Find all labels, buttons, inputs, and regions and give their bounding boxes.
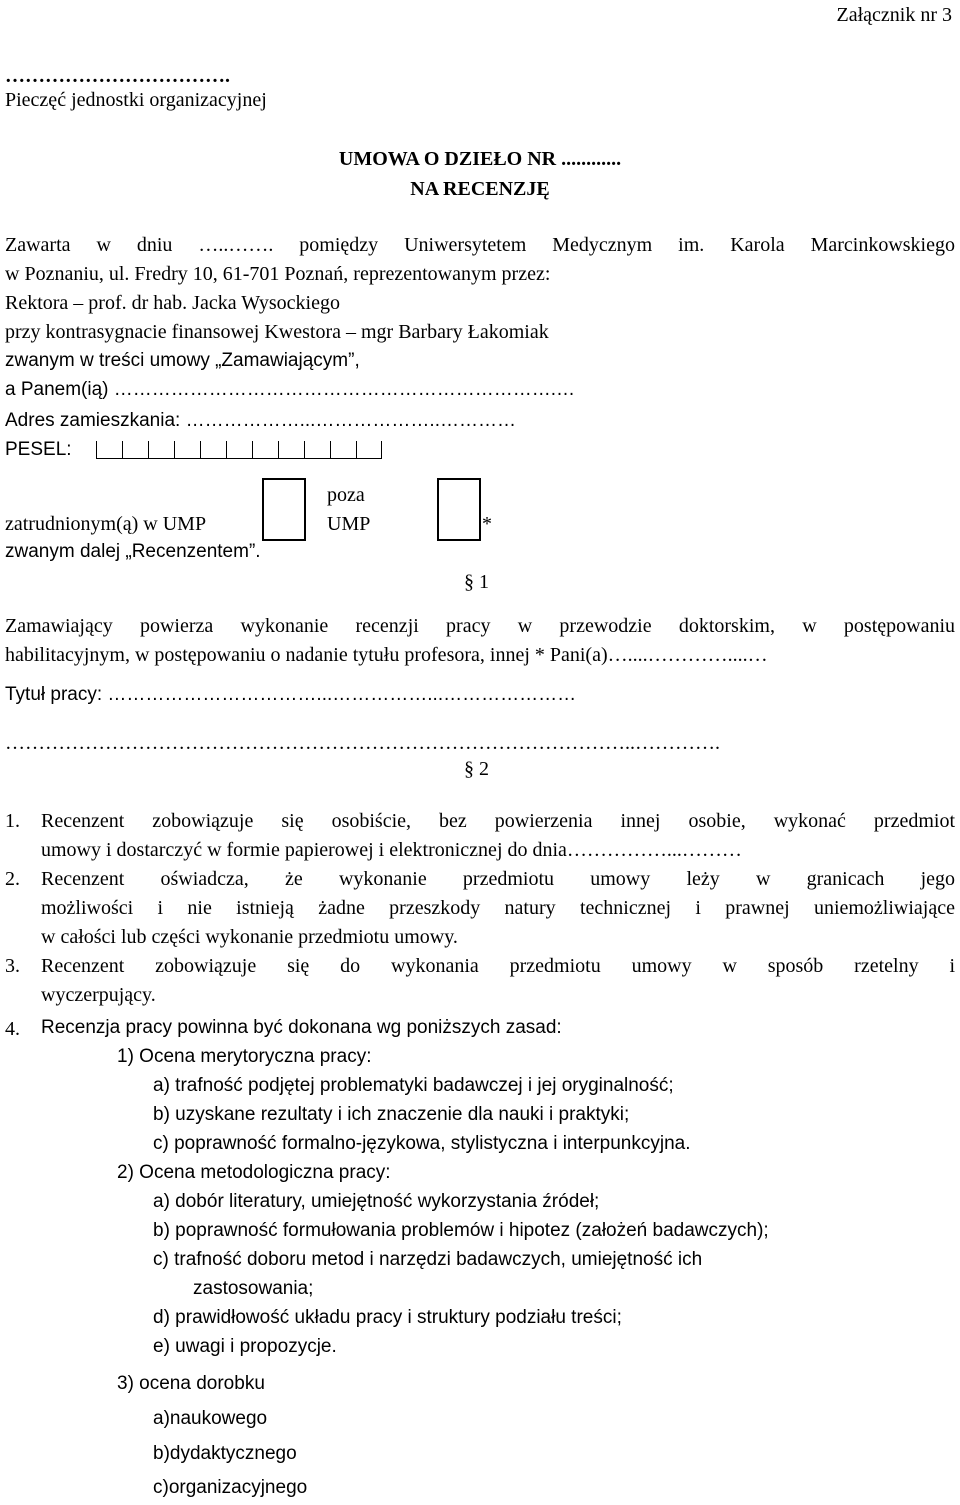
footnote-asterisk: *: [482, 513, 492, 535]
section-2-heading: § 2: [464, 758, 489, 780]
reviewer-definition: zwanym dalej „Recenzentem”.: [5, 541, 261, 562]
intro-line-5: zwanym w treści umowy „Zamawiającym”,: [5, 350, 360, 371]
employed-in-ump-checkbox[interactable]: [262, 478, 306, 541]
criteria-2c-line-1: c) trafność doboru metod i narzędzi badawczych, umiejętność ich: [153, 1249, 703, 1270]
document-subtitle: NA RECENZJĘ: [410, 178, 550, 200]
work-title-line: Tytuł pracy: ……………………………...……………...…………………: [5, 684, 577, 705]
pesel-digit-cell[interactable]: [122, 441, 148, 459]
address-line: Adres zamieszkania: ………………...………………..…………: [5, 410, 516, 431]
criteria-3c: c)organizacyjnego: [153, 1477, 308, 1498]
pesel-digit-cell[interactable]: [330, 441, 356, 459]
criteria-1c: c) poprawność formalno-językowa, stylistyczna i interpunkcyjna.: [153, 1133, 691, 1154]
criteria-1-heading: 1) Ocena merytoryczna pracy:: [117, 1046, 372, 1067]
document-title: UMOWA O DZIEŁO NR ............: [338, 148, 622, 170]
outside-ump-checkbox[interactable]: [437, 478, 481, 541]
outside-ump-label: poza: [327, 484, 365, 506]
intro-line-3: Rektora – prof. dr hab. Jacka Wysockiego: [5, 292, 340, 314]
criteria-1b: b) uzyskane rezultaty i ich znaczenie dla nauki i praktyki;: [153, 1104, 630, 1125]
criteria-1a: a) trafność podjętej problematyki badawczej i jej oryginalność;: [153, 1075, 674, 1096]
pesel-digit-cell[interactable]: [356, 441, 382, 459]
attachment-label: Załącznik nr 3: [836, 4, 952, 26]
section-1-line-1: Zamawiający powierza wykonanie recenzji pracy w przewodzie doktorskim, w postępowaniu: [5, 615, 955, 637]
criteria-2d: d) prawidłowość układu pracy i struktury podziału treści;: [153, 1307, 622, 1328]
stamp-dots: …………………………….: [5, 65, 230, 87]
pesel-digit-cell[interactable]: [200, 441, 226, 459]
pesel-digit-cell[interactable]: [96, 441, 122, 459]
intro-line-1: Zawarta w dniu …..……. pomiędzy Uniwersytetem Medycznym im. Karola Marcinkowskiego: [5, 234, 955, 256]
pesel-digit-cell[interactable]: [174, 441, 200, 459]
item-1-line-1: Recenzent zobowiązuje się osobiście, bez powierzenia innej osobie, wykonać przedmiot: [41, 810, 955, 832]
criteria-2-heading: 2) Ocena metodologiczna pracy:: [117, 1162, 391, 1183]
item-4-number: 4.: [5, 1018, 20, 1040]
criteria-2a: a) dobór literatury, umiejętność wykorzystania źródeł;: [153, 1191, 600, 1212]
item-2-line-3: w całości lub części wykonanie przedmiotu umowy.: [41, 926, 458, 948]
section-1-heading: § 1: [464, 571, 489, 593]
intro-line-4: przy kontrasygnacie finansowej Kwestora – mgr Barbary Łakomiak: [5, 321, 549, 343]
item-1-line-2: umowy i dostarczyć w formie papierowej i elektronicznej do dnia……………...………: [41, 839, 742, 861]
pesel-label: PESEL:: [5, 439, 72, 460]
work-title-dots-line: …………………………………………………………………………………..………….: [5, 732, 720, 754]
item-3-line-1: Recenzent zobowiązuje się do wykonania przedmiotu umowy w sposób rzetelny i: [41, 955, 955, 977]
pesel-field[interactable]: [96, 441, 382, 461]
pesel-digit-cell[interactable]: [278, 441, 304, 459]
criteria-3a: a)naukowego: [153, 1408, 268, 1429]
item-2-line-2: możliwości i nie istnieją żadne przeszkody natury technicznej i prawnej uniemożliwiające: [41, 897, 955, 919]
stamp-label: Pieczęć jednostki organizacyjnej: [5, 89, 267, 111]
criteria-3b: b)dydaktycznego: [153, 1443, 297, 1464]
item-3-number: 3.: [5, 955, 20, 977]
criteria-2e: e) uwagi i propozycje.: [153, 1336, 337, 1357]
section-1-line-2: habilitacyjnym, w postępowaniu o nadanie tytułu profesora, innej * Pani(a)…....…………....…: [5, 644, 768, 666]
item-4-line-1: Recenzja pracy powinna być dokonana wg poniższych zasad:: [41, 1017, 562, 1038]
intro-line-2: w Poznaniu, ul. Fredry 10, 61-701 Poznań, reprezentowanym przez:: [5, 263, 551, 285]
outside-ump-label-2: UMP: [327, 513, 371, 535]
item-2-number: 2.: [5, 868, 20, 890]
pesel-digit-cell[interactable]: [148, 441, 174, 459]
item-3-line-2: wyczerpujący.: [41, 984, 156, 1006]
criteria-2c-line-2: zastosowania;: [193, 1278, 314, 1299]
criteria-2b: b) poprawność formułowania problemów i hipotez (założeń badawczych);: [153, 1220, 769, 1241]
pesel-digit-cell[interactable]: [252, 441, 278, 459]
employed-in-ump-label: zatrudnionym(ą) w UMP: [5, 513, 207, 535]
item-2-line-1: Recenzent oświadcza, że wykonanie przedmiotu umowy leży w granicach jego: [41, 868, 955, 890]
pesel-digit-cell[interactable]: [304, 441, 330, 459]
criteria-3-heading: 3) ocena dorobku: [117, 1373, 265, 1394]
pesel-digit-cell[interactable]: [226, 441, 252, 459]
item-1-number: 1.: [5, 810, 20, 832]
contractor-name-line: a Panem(ią) …………………………………………………………….…: [5, 379, 576, 400]
